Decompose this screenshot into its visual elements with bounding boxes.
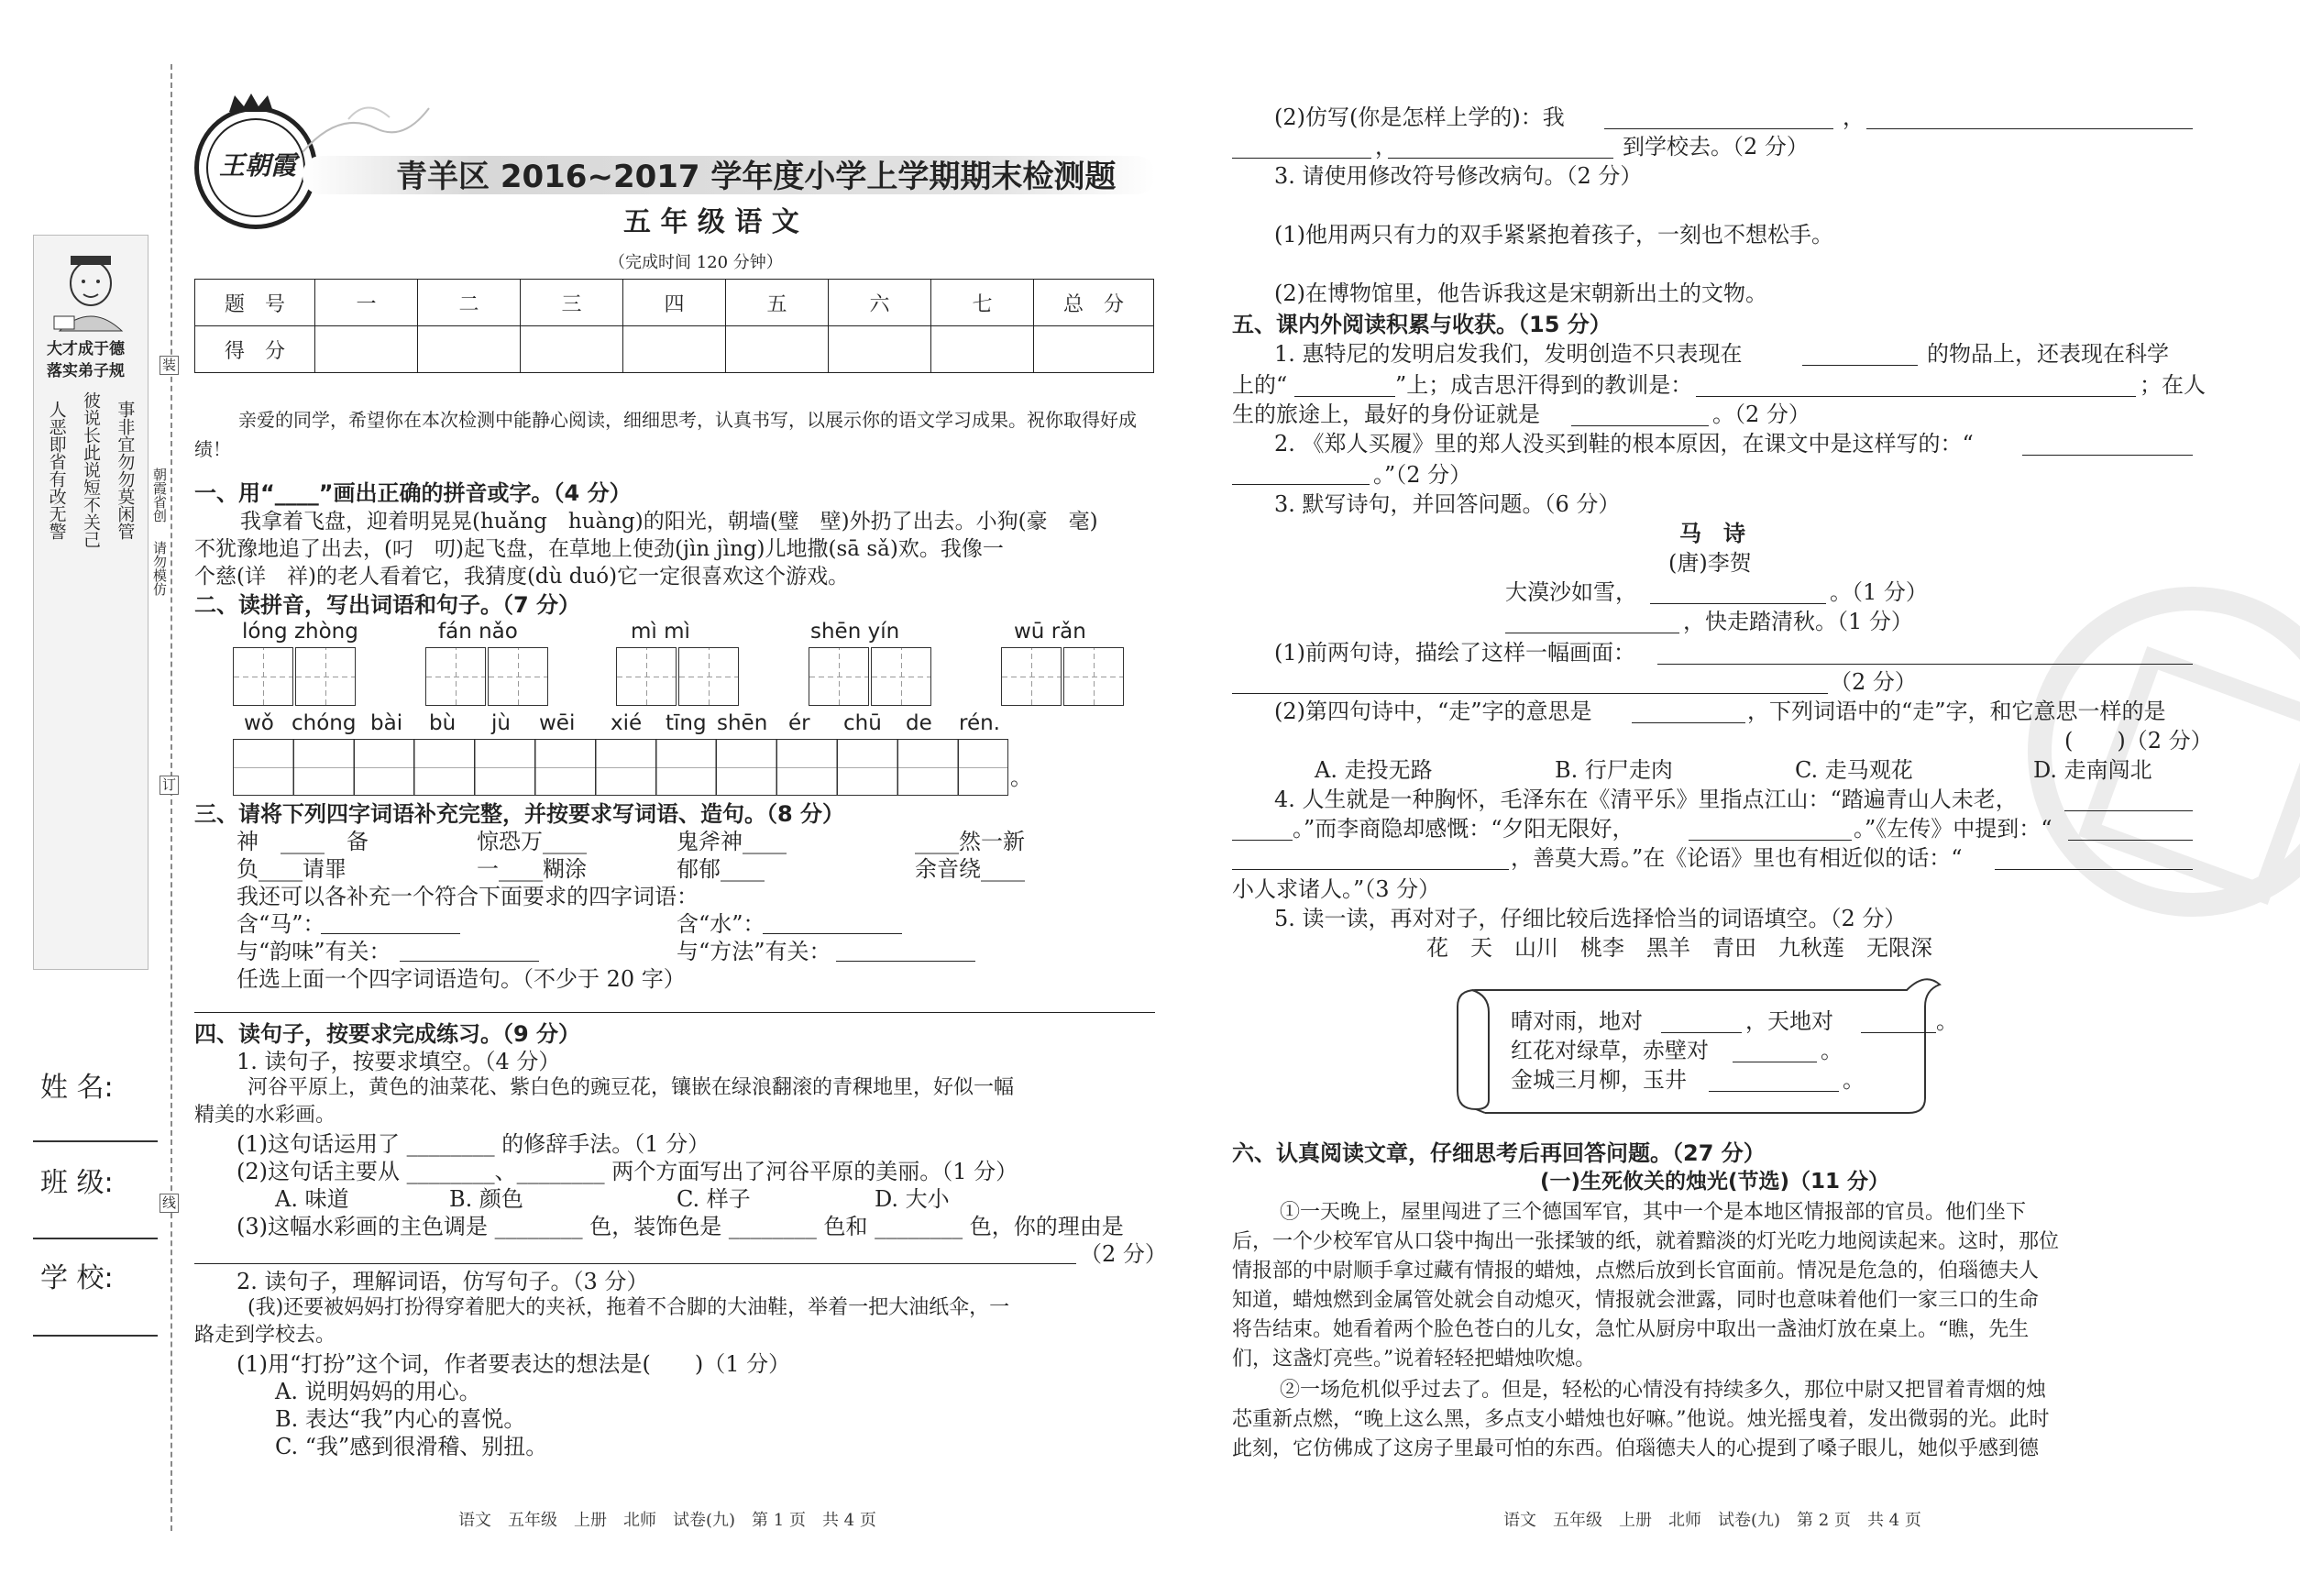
pinyin: shēn yín — [810, 620, 900, 644]
poem-line: ，快走踏清秋。（1 分） — [1683, 609, 1913, 634]
poem-line: 大漠沙如雪， — [1505, 579, 1637, 605]
q5-text: 1. 惠特尼的发明启发我们，发明创造不只表现在 — [1274, 341, 1743, 367]
q4-question: (3)这幅水彩画的主色调是 ________ 色，装饰色是 ________ 色和 ________ 色，你的理由是 — [237, 1214, 1124, 1239]
writing-grid[interactable] — [809, 647, 869, 706]
poem-author: (唐)李贺 — [1668, 550, 1752, 576]
q6-para: ②一场危机似乎过去了。但是，轻松的心情没有持续多久，那位中尉又把冒着青烟的烛 — [1280, 1379, 2047, 1402]
q5-text: 4. 人生就是一种胸怀，毛泽东在《清平乐》里指点江山：“踏遍青山人未老， — [1274, 787, 2018, 812]
score-cell: 五 — [726, 280, 829, 326]
q3-word: 鬼斧神____ — [677, 829, 787, 854]
binding-mark-1: 装 — [160, 356, 179, 375]
writing-grid[interactable] — [295, 647, 356, 706]
label-school: 学 校: — [40, 1262, 114, 1294]
r-line: 3. 请使用修改符号修改病句。（2 分） — [1274, 163, 1643, 189]
r-blank[interactable] — [1232, 158, 1371, 159]
pinyin: de — [906, 711, 932, 735]
q4-para: (我)还要被妈妈打扮得穿着肥大的夹袄，拖着不合脚的大油鞋，举着一把大油纸伞，一 — [248, 1296, 1010, 1319]
q5-text: 5. 读一读，再对对子，仔细比较后选择恰当的词语填空。（2 分） — [1274, 906, 1907, 931]
binding-mark-3: 线 — [160, 1194, 179, 1213]
score-cell: 七 — [931, 280, 1034, 326]
pinyin: wǒ — [244, 711, 274, 735]
q5-text: 。（2 分） — [1712, 402, 1810, 427]
q5-text: 。”《左传》中提到：“ — [1854, 816, 2052, 842]
q5-text: 。”而李商隐却感慨：“夕阳无限好， — [1293, 816, 1634, 842]
q5-blank[interactable] — [1294, 396, 1395, 397]
score-input[interactable] — [829, 326, 931, 373]
side-text-1: 朝霞省创 — [151, 468, 168, 523]
r-blank[interactable] — [1866, 128, 2193, 129]
q4-para: 路走到学校去。 — [194, 1324, 336, 1347]
sidebar-poem-columns: 人恶即省有改无警 彼说长此说短不关己 事非宜勿勿莫闲管 — [46, 391, 136, 548]
couplet-line: 金城三月柳，玉井 — [1511, 1067, 1687, 1093]
q5-text: 小人求诸人。”（3 分） — [1232, 876, 1441, 902]
score-label: 得 分 — [195, 326, 315, 373]
q3-word: 负____请罪 — [237, 856, 347, 882]
q5-text: ，善莫大焉。”在《论语》里也有相近似的话：“ — [1511, 845, 1963, 871]
sidebar-panel — [33, 235, 149, 970]
pinyin: xié — [611, 711, 643, 735]
footer-left: 语文 五年级 上册 北师 试卷(九) 第 1 页 共 4 页 — [458, 1511, 876, 1530]
name-field[interactable] — [33, 1140, 158, 1142]
q4-option: D. 大小 — [875, 1186, 950, 1212]
q5-option: D. 走南闯北 — [2033, 757, 2152, 783]
logo-text: 王朝霞 — [219, 150, 297, 181]
q3-word: 惊恐万____ — [477, 829, 587, 854]
pinyin: wēi — [539, 711, 576, 735]
q5-option: C. 走马观花 — [1795, 757, 1913, 783]
q3-word: 一____糊涂 — [477, 856, 587, 882]
q5-text: 2. 《郑人买履》里的郑人没买到鞋的根本原因，在课文中是这样写的：“ — [1274, 431, 1974, 457]
q4-question: (1)这句话运用了 ________ 的修辞手法。（1 分） — [237, 1131, 710, 1157]
score-table-score-row — [195, 326, 1154, 373]
score-input[interactable] — [418, 326, 521, 373]
pinyin: lóng zhòng — [242, 620, 358, 644]
crown-icon — [226, 92, 277, 114]
q5-text: ；在人 — [2140, 372, 2206, 398]
q6-subtitle: (一)生死攸关的烛光(节选)（11 分） — [1540, 1170, 1890, 1194]
q5-blank[interactable] — [1802, 365, 1918, 366]
q3-blank[interactable] — [321, 933, 460, 934]
page-title: 青羊区 2016~2017 学年度小学上学期期末检测题 — [396, 159, 1117, 195]
q5-text: （2 分） — [1830, 669, 1917, 695]
couplet-line: ，天地对 — [1745, 1008, 1833, 1034]
side-text-block — [149, 468, 171, 596]
couplet-blank[interactable] — [1709, 1091, 1839, 1092]
q5-blank[interactable] — [1232, 693, 1828, 694]
writing-grid[interactable] — [678, 647, 739, 706]
q5-blank[interactable] — [1696, 396, 2136, 397]
poem-title: 马 诗 — [1679, 521, 1745, 546]
writing-grid[interactable] — [1001, 647, 1062, 706]
pinyin: bù — [429, 711, 457, 735]
q1-line: 个慈(详 祥)的老人看着它，我猜度(dù duó)它一定很喜欢这个游戏。 — [194, 565, 850, 589]
q5-text: 3. 默写诗句，并回答问题。（6 分） — [1274, 491, 1621, 517]
q4-title: 四、读句子，按要求完成练习。（9 分） — [194, 1021, 581, 1047]
q5-word-bank: 花 天 山川 桃李 黑羊 青田 九秋莲 无限深 — [1426, 935, 1932, 961]
score-cell: 总 分 — [1034, 280, 1154, 326]
q5-text: ( )（2 分） — [2064, 728, 2213, 754]
score-input[interactable] — [521, 326, 623, 373]
q3-blank[interactable] — [763, 933, 902, 934]
score-cell: 四 — [623, 280, 726, 326]
q5-text: (1)前两句诗，描绘了这样一幅画面： — [1274, 640, 1635, 666]
q2-title: 二、读拼音，写出词语和句子。（7 分） — [194, 592, 581, 618]
q5-text: 。”（2 分） — [1373, 462, 1472, 488]
sentence-end-period: 。 — [1010, 765, 1032, 790]
comma: ， — [1843, 105, 1865, 130]
q3-label: 与“韵味”有关： — [237, 939, 391, 964]
q4-option: B. 表达“我”内心的喜悦。 — [275, 1406, 526, 1432]
q3-label: 与“方法”有关： — [677, 939, 831, 964]
score-cell: 一 — [315, 280, 418, 326]
q3-line: 我还可以各补充一个符合下面要求的四字词语： — [237, 884, 699, 909]
q4-option: A. 味道 — [275, 1186, 349, 1212]
q4-reason-blank[interactable] — [194, 1263, 1076, 1264]
couplet-line: 。 — [1843, 1067, 1865, 1093]
binding-dashed-line — [171, 64, 172, 1531]
writing-grid[interactable] — [1063, 647, 1124, 706]
q3-word: 神 ____ 备 — [237, 829, 369, 854]
q4-sub: 2. 读句子，理解词语，仿写句子。（3 分） — [237, 1269, 649, 1294]
q3-line: 任选上面一个四字词语造句。（不少于 20 字） — [237, 966, 686, 992]
q4-option: A. 说明妈妈的用心。 — [275, 1379, 481, 1404]
comma: ， — [1375, 134, 1397, 160]
score-table — [194, 279, 1154, 373]
q3-sentence-blank[interactable] — [194, 1012, 1155, 1013]
q5-blank[interactable] — [1232, 869, 1509, 870]
score-cell: 题 号 — [195, 280, 315, 326]
pinyin: fán nǎo — [438, 620, 518, 644]
q6-title: 六、认真阅读文章，仔细思考后再回答问题。（27 分） — [1232, 1140, 1766, 1166]
q3-word: 余音绕____ — [915, 856, 1025, 882]
side-text-2: 请勿模仿 — [151, 540, 168, 596]
r-blank[interactable] — [1604, 128, 1833, 129]
sidebar-motto-top: 大才成于德 — [47, 340, 125, 358]
q4-question: (1)用“打扮”这个词，作者要表达的想法是( )（1 分） — [237, 1351, 791, 1377]
score-input[interactable] — [931, 326, 1034, 373]
q4-option: B. 颜色 — [449, 1186, 523, 1212]
q4-option: C. “我”感到很滑稽、别扭。 — [275, 1434, 548, 1459]
scholar-illustration — [50, 247, 131, 335]
q5-option: A. 走投无路 — [1315, 757, 1433, 783]
score-cell: 三 — [521, 280, 623, 326]
school-field[interactable] — [33, 1335, 158, 1337]
q5-title: 五、课内外阅读积累与收获。（15 分） — [1232, 312, 1612, 337]
q3-title: 三、请将下列四字词语补充完整，并按要求写词语、造句。（8 分） — [194, 801, 845, 827]
q4-question: (2)这句话主要从 ________、________ 两个方面写出了河谷平原的美丽。（1 分） — [237, 1159, 1018, 1184]
q6-para: 芯重新点燃，“晚上这么黑，多点支小蜡烛也好嘛。”他说。烛光摇曳着，发出微弱的光。此时 — [1232, 1408, 2050, 1431]
r-blank[interactable] — [1388, 158, 1613, 159]
q4-para: 河谷平原上，黄色的油菜花、紫白色的豌豆花，镶嵌在绿浪翻滚的青稞地里，好似一幅 — [248, 1076, 1015, 1099]
q6-para: 将告结束。她看着两个脸色苍白的儿女，急忙从厨房中取出一盏油灯放在桌上。“瞧，先生 — [1232, 1318, 2030, 1341]
q1-title: 一、用“____”画出正确的拼音或字。（4 分） — [194, 480, 632, 506]
score-input[interactable] — [726, 326, 829, 373]
r-line: 到学校去。（2 分） — [1623, 134, 1809, 160]
q5-text: 的物品上，还表现在科学 — [1927, 341, 2169, 367]
couplet-blank[interactable] — [1661, 1032, 1742, 1033]
writing-grid[interactable] — [488, 647, 548, 706]
q5-blank[interactable] — [1995, 869, 2193, 870]
q5-text: ，下列词语中的“走”字，和它意思一样的是 — [1747, 699, 2166, 724]
q5-blank[interactable] — [2068, 840, 2193, 841]
couplet-line: 。 — [1936, 1008, 1958, 1034]
couplet-blank[interactable] — [1861, 1032, 1936, 1033]
pinyin: mì mì — [631, 620, 690, 644]
q5-option: B. 行尸走肉 — [1555, 757, 1673, 783]
r-line: (2)仿写(你是怎样上学的)：我 — [1274, 105, 1565, 130]
q5-blank[interactable] — [2064, 810, 2193, 811]
pinyin: chū — [843, 711, 882, 735]
q4-points: （2 分） — [1080, 1241, 1167, 1267]
pinyin: rén. — [959, 711, 1000, 735]
q5-text: (2)第四句诗中，“走”字的意思是 — [1274, 699, 1592, 724]
score-input[interactable] — [1034, 326, 1154, 373]
q6-para: 们，这盏灯亮些。”说着轻轻把蜡烛吹熄。 — [1232, 1348, 1596, 1370]
q5-blank[interactable] — [1232, 840, 1293, 841]
q3-label: 含“水”： — [677, 911, 765, 937]
intro-text: 亲爱的同学，希望你在本次检测中能静心阅读，细细思考，认真书写，以展示你的语文学习成果。祝你取得好成绩！ — [194, 409, 1137, 460]
q5-blank[interactable] — [1689, 840, 1852, 841]
binding-mark-2: 订 — [160, 776, 179, 795]
q6-para: ①一天晚上，屋里闯进了三个德国军官，其中一个是本地区情报部的官员。他们坐下 — [1280, 1201, 2027, 1224]
q6-para: 知道，蜡烛燃到金属管处就会自动熄灭，情报就会泄露，同时也意味着他们一家三口的生命 — [1232, 1289, 2040, 1312]
sentence-grid[interactable] — [233, 739, 1008, 796]
subtitle: 五 年 级 语 文 — [623, 206, 799, 238]
pinyin: bài — [370, 711, 403, 735]
q5-text: ”上；成吉思汗得到的教训是： — [1395, 372, 1693, 398]
poem-blank[interactable] — [1650, 603, 1826, 604]
writing-grid[interactable] — [616, 647, 677, 706]
pinyin: tīng — [666, 711, 707, 735]
pinyin: shēn — [717, 711, 768, 735]
writing-grid[interactable] — [425, 647, 486, 706]
pinyin: jù — [491, 711, 511, 735]
q5-blank[interactable] — [1657, 664, 2193, 665]
footer-right: 语文 五年级 上册 北师 试卷(九) 第 2 页 共 4 页 — [1503, 1511, 1921, 1530]
q3-blank[interactable] — [836, 961, 975, 962]
q4-sub: 1. 读句子，按要求填空。（4 分） — [237, 1049, 561, 1074]
q1-line: 不犹豫地追了出去，(叼 叨)起飞盘，在草地上使劲(jìn jìng)儿地撒(sā sǎ)欢。我像一 — [194, 537, 1004, 561]
q3-label: 含“马”： — [237, 911, 325, 937]
couplet-line: 晴对雨，地对 — [1511, 1008, 1643, 1034]
score-cell: 六 — [829, 280, 931, 326]
writing-grid[interactable] — [233, 647, 293, 706]
pinyin: chóng — [292, 711, 357, 735]
time-note: （完成时间 120 分钟） — [609, 253, 783, 272]
score-input[interactable] — [623, 326, 726, 373]
q5-text: 生的旅途上，最好的身份证就是 — [1232, 402, 1540, 427]
class-field[interactable] — [33, 1238, 158, 1239]
score-cell: 二 — [418, 280, 521, 326]
r-line: (2)在博物馆里，他告诉我这是宋朝新出土的文物。 — [1274, 281, 1767, 306]
q4-option: C. 样子 — [677, 1186, 751, 1212]
score-table-header-row — [195, 280, 1154, 326]
pinyin: ér — [788, 711, 810, 735]
q3-word: ____然一新 — [915, 829, 1025, 854]
logo-badge — [194, 106, 317, 229]
q5-blank[interactable] — [1571, 425, 1709, 426]
q1-line: 我拿着飞盘，迎着明晃晃(huǎng huàng)的阳光，朝墙(璧 壁)外扔了出去。小狗(豪 毫) — [240, 510, 1098, 534]
poem-line: 。（1 分） — [1830, 579, 1928, 605]
q4-para: 精美的水彩画。 — [194, 1104, 336, 1127]
score-input[interactable] — [315, 326, 418, 373]
r-line: (1)他用两只有力的双手紧紧抱着孩子，一刻也不想松手。 — [1274, 222, 1833, 248]
q5-blank[interactable] — [2022, 455, 2193, 456]
sidebar-motto-bottom: 落实弟子规 — [47, 362, 125, 380]
label-class: 班 级: — [40, 1167, 114, 1199]
q5-blank[interactable] — [1632, 722, 1745, 723]
q6-para: 此刻，它仿佛成了这房子里最可怕的东西。伯瑙德夫人的心提到了嗓子眼儿，她似乎感到德 — [1232, 1437, 2040, 1460]
q6-para: 后，一个少校军官从口袋中掏出一张揉皱的纸，就着黯淡的灯光吃力地阅读起来。这时，那位 — [1232, 1230, 2060, 1253]
q3-word: 郁郁____ — [677, 856, 765, 882]
label-name: 姓 名: — [40, 1072, 114, 1104]
q6-para: 情报部的中尉顺手拿过藏有情报的蜡烛，点燃后放到长官面前。情况是危急的，伯瑙德夫人 — [1232, 1260, 2040, 1282]
couplet-line: 红花对绿草，赤壁对 — [1511, 1038, 1709, 1063]
q5-text: 上的“ — [1232, 372, 1288, 398]
writing-grid[interactable] — [871, 647, 931, 706]
couplet-line: 。 — [1821, 1038, 1843, 1063]
q3-blank[interactable] — [400, 961, 539, 962]
ribbon-swirl — [303, 101, 431, 156]
pinyin: wū rǎn — [1014, 620, 1086, 644]
q5-blank[interactable] — [1232, 484, 1370, 485]
